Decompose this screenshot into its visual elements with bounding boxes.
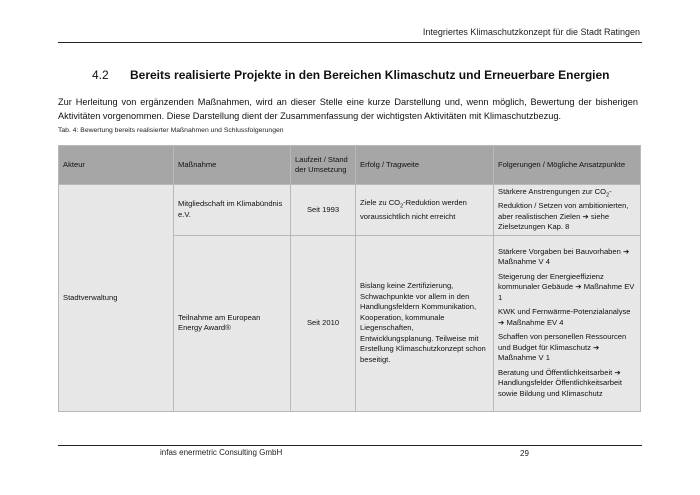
laufzeit-cell: Seit 2010 <box>291 235 356 411</box>
header-folgerungen: Folgerungen / Mögliche Ansatzpunkte <box>494 146 641 185</box>
erfolg-text-pre: Ziele zu CO <box>360 197 401 207</box>
folgerung-subscript: 2 <box>606 192 610 199</box>
header-erfolg: Erfolg / Tragweite <box>356 146 494 185</box>
measures-table <box>58 145 641 412</box>
header-akteur: Akteur <box>59 146 174 185</box>
folgerung-item: Stärkere Vorgaben bei Bauvorhaben ➔ Maßnahme V 4 <box>498 246 630 267</box>
section-title: Bereits realisierte Projekte in den Bereichen Klimaschutz und Erneuerbare Energien <box>130 68 610 82</box>
erfolg-subscript: 2 <box>400 203 404 210</box>
section-number: 4.2 <box>92 68 109 82</box>
massnahme-cell: Teilnahme am European Energy Award® <box>174 235 291 411</box>
folgerung-item <box>498 187 636 233</box>
erfolg-cell <box>356 185 494 236</box>
table-header-row <box>59 146 641 185</box>
akteur-cell: Stadtverwaltung <box>59 185 174 412</box>
table-caption: Tab. 4: Bewertung bereits realisierter Maßnahmen und Schlussfolgerungen <box>58 127 284 134</box>
folgerung-item: Steigerung der Energieeffizienz kommunaler Gebäude ➔ Maßnahme EV 1 <box>498 271 635 302</box>
folgerungen-cell <box>494 185 641 236</box>
erfolg-cell: Bislang keine Zertifizierung, Schwachpunkte vor allem in den Handlungsfeldern Kommunikation, Kooperation, kommunale Liegenschaften, Entwicklungsplanung. Teilweise mit Erstellung Klimaschutzkonzept schon beseitigt. <box>356 235 494 411</box>
page-number: 29 <box>520 449 529 458</box>
document-header-title: Integriertes Klimaschutzkonzept für die Stadt Ratingen <box>422 27 640 37</box>
header-massnahme: Maßnahme <box>174 146 291 185</box>
folgerung-item: KWK und Fernwärme-Potenzialanalyse ➔ Maßnahme EV 4 <box>498 307 631 327</box>
header-laufzeit: Laufzeit / Stand der Umsetzung <box>291 146 356 185</box>
folgerung-item: Beratung und Öffentlichkeitsarbeit ➔ Handlungsfelder Öffentlichkeitsarbeit sowie Bildung und Klimaschutz <box>498 367 622 398</box>
section-heading <box>92 68 610 82</box>
header-divider <box>58 42 642 43</box>
footer-divider <box>58 445 642 446</box>
folgerung-text-pre: Stärkere Anstrengungen zur CO <box>498 187 607 196</box>
table-row <box>59 185 641 236</box>
laufzeit-cell: Seit 1993 <box>291 185 356 236</box>
folgerungen-cell <box>494 235 641 411</box>
intro-paragraph: Zur Herleitung von ergänzenden Maßnahmen, wird an dieser Stelle eine kurze Darstellung und, wenn möglich, Bewertung der bisherigen Aktivitäten vorgenommen. Diese Darstellung dient der Zusammenfassung der wichtigsten Aktivitäten mit Klimaschutzbezug. <box>58 97 638 121</box>
folgerung-item: Schaffen von personellen Ressourcen und Budget für Klimaschutz ➔ Maßnahme V 1 <box>498 332 627 363</box>
folgerung-text-post: -Reduktion / Setzen von ambitionierten, aber realistischen Zielen ➔ siehe Zielsetzungen Kap. 8 <box>498 187 629 232</box>
footer-company: infas enermetric Consulting GmbH <box>160 448 283 457</box>
massnahme-cell: Mitgliedschaft im Klimabündnis e.V. <box>174 185 291 236</box>
erfolg-text-post: -Reduktion werden voraussichtlich nicht erreicht <box>360 197 467 221</box>
